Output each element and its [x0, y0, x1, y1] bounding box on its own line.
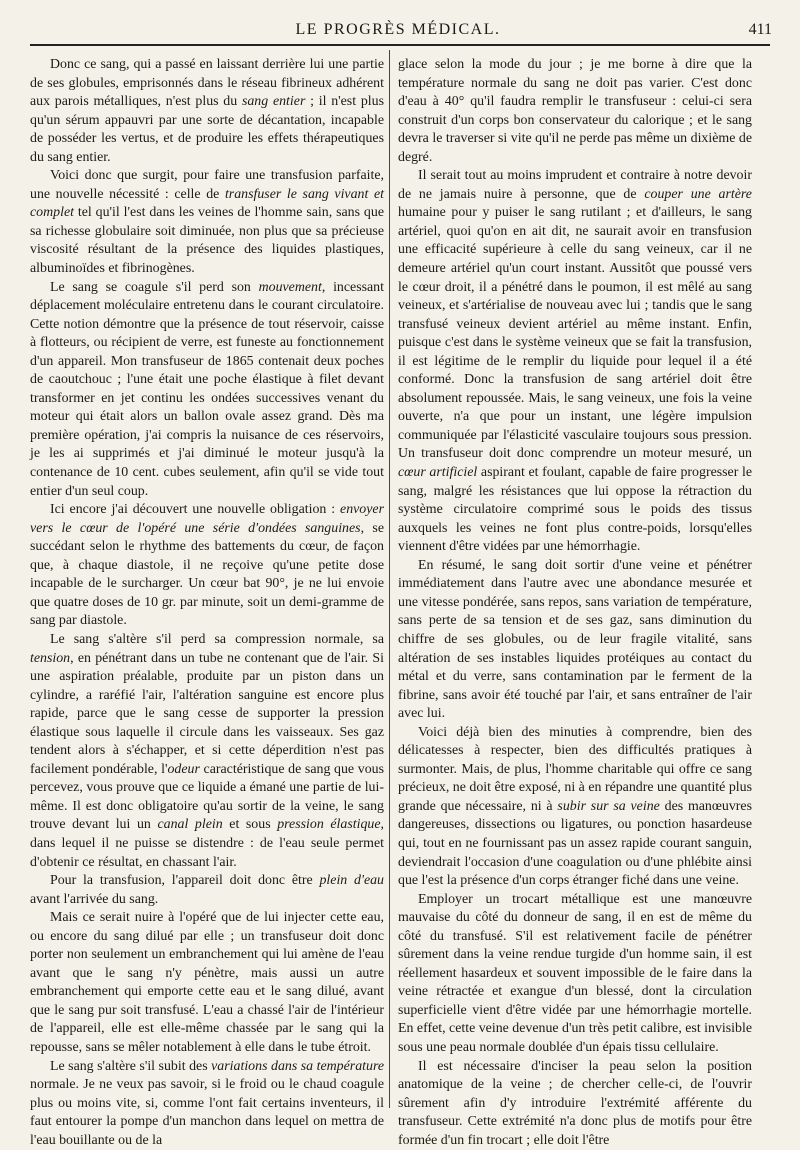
text-run: Ici encore j'ai découvert une nouvelle obligation : [50, 502, 341, 518]
text-run: Pour la transfusion, l'appareil doit donc être [50, 873, 320, 889]
header-rule [30, 44, 770, 46]
page-header [24, 18, 772, 44]
paragraph [398, 167, 752, 556]
paragraph [30, 501, 384, 631]
paragraph [398, 891, 752, 1058]
paragraph [398, 724, 752, 891]
text-run: Il serait tout au moins imprudent et contraire à notre devoir de ne jamais nuire à personne, que de [398, 168, 752, 202]
text-run: Le sang se coagule s'il perd son [50, 279, 259, 295]
italic-text: tension [30, 650, 71, 666]
italic-text: envoyer vers le cœur de l'opéré une série d'ondées sanguines [30, 502, 384, 536]
italic-text: odeur [167, 761, 200, 777]
right-column [398, 56, 753, 1148]
text-run: Voici déjà bien des minuties à comprendre, bien des délicatesses à respecter, bien des difficultés pratiques à surmonter. Mais, de plus, l'homme charitable qui offre ce sang précieux, ne doit être exposé, ni à en répandre une quantité plus grande que nécessaire, ni à [398, 724, 752, 814]
column-divider [389, 50, 390, 1108]
text-run: aspirant et foulant, capable de faire progresser le sang, malgré les résistances que lui oppose la rétraction du système circulatoire comprimé sous le poids des tissus auxquels les veines ne font plus contre-poids, lorsqu'elles viennent d'être vidées par une hémorrhagie. [398, 465, 752, 555]
text-run: , se succédant selon le rhythme des battements du cœur, de façon que, à chaque diastole, il ne reçoive qu'une petite dose incapable de le surcharger. Un cœur bat 90°, je ne lui envoie que quatre doses de 10 gr. par minute, soit un demi-gramme de sang par diastole. [30, 520, 384, 629]
paragraph [398, 557, 752, 724]
paragraph [398, 1058, 752, 1150]
text-run: En résumé, le sang doit sortir d'une veine et pénétrer immédiatement dans l'autre avec une abondance mesurée et une vitesse pondérée, sans repos, sans variation de température, sans perte de sa tension et de ses gaz, sans diminution du chiffre de ses globules, ou de leur fragile vitalité, sans altération de ses instables liquides protéiques au contact du métal et du verre, sans contamination par le ferment de la fibrine, sans avoir été touché par l'air, et sans entraîner de l'air avec lui. [398, 557, 752, 722]
text-run: ; il n'est plus qu'un sérum appauvri par une sorte de décantation, incapable de posséder les vertus, et de produire les effets thérapeutiques du sang entier. [30, 94, 384, 165]
paragraph [30, 872, 384, 909]
paragraph [30, 56, 384, 167]
text-run: Il est nécessaire d'inciser la peau selon la position anatomique de la veine ; de chercher celle-ci, de l'ouvrir sûrement afin d'y introduire l'extrémité afférente du transfuseur. Cette extrémité n'a donc plus de motifs pour être formée d'un fin trocart ; elle doit l'être [398, 1058, 752, 1148]
italic-text: sang entier [241, 94, 306, 110]
text-run: des manœuvres dangereuses, dissections ou ligatures, ou ponction hasardeuse qui, tout en ne fournissant pas un assez rapide courant sanguin, deviendrait l'occasion d'une coagulation ou d'une phlébite ainsi que l'est la présence d'un corps étranger fiché dans une veine. [398, 798, 752, 889]
italic-text: plein d'eau [319, 873, 384, 889]
page-number: 411 [748, 21, 772, 38]
italic-text: variations dans sa température [211, 1058, 384, 1074]
text-run: et sous [222, 817, 278, 833]
text-run: Mais ce serait nuire à l'opéré que de lui injecter cette eau, ou encore du sang dilué par elle ; un transfuseur doit donc porter non seulement un embranchement qui lui amène de l'eau avant que le sang n'y pénètre, mais aussi un autre embranchement qui emporte cette eau et le sang dilué, avant que le sang pur soit transfusé. L'eau a chassé l'air de l'intérieur de l'appareil, elle est elle-même chassée par le sang qui la repousse, sans se mêler notablement à elle dans le tube étroit. [30, 910, 384, 1055]
paragraph [30, 167, 384, 278]
italic-text: transfuser le sang vivant et complet [30, 186, 384, 221]
paragraph [30, 909, 384, 1057]
text-run: tel qu'il l'est dans les veines de l'homme sain, sans que sa richesse globulaire soit diminuée, non plus que sa précieuse viscosité résultant de la présence des liquides plastiques, albuminoïdes et fibrinogènes. [30, 205, 384, 277]
text-run: Le sang s'altère s'il perd sa compression normale, sa [50, 631, 384, 647]
italic-text: pression élastique [277, 817, 381, 833]
text-run: , incessant déplacement moléculaire entretenu dans le courant circulatoire. Cette notion démontre que la présence de tout réservoir, caisse à flotteurs, ou récipient de verre, est funeste au fonctionnement d'un appareil. Mon transfuseur de 1865 contenait deux poches de caoutchouc ; l'une était une poche élastique à filet devant transformer en jet continu les ondées successives venant du moteur qui était alors un ballon ovale assez grand. Dès ma première opération, j'ai compris la nuisance de ces réservoirs, je les ai supprimés et j'ai diminué le moteur jusqu'à la contenance de 10 cent. cubes seulement, afin qu'il se vide tout entier d'un seul coup. [30, 279, 384, 499]
text-run: Le sang s'altère s'il subit des [50, 1058, 212, 1074]
text-run: glace selon la mode du jour ; je me borne à dire que la température normale du sang ne doit pas varier. C'est donc d'eau à 40° qu'il faudra remplir le transfuseur : celui-ci sera construit d'un corps bon conservateur du calorique ; et le sang devra le traverser si vite qu'il ne perde pas même un dixième de degré. [398, 57, 752, 165]
italic-text: subir sur sa veine [557, 798, 660, 814]
paragraph [398, 56, 752, 167]
text-run: Voici donc que surgit, pour faire une transfusion parfaite, une nouvelle nécessité : celle de [30, 168, 384, 202]
text-run: humaine pour y puiser le sang rutilant ; et d'ailleurs, le sang artériel, quoi qu'on en ait dit, ne saurait avoir en transfusion une efficacité supérieure à celle du sang veineux, car il ne demeure artériel qu'un court instant. Aussitôt que poussé vers le cœur droit, il a pénétré dans le poumon, il est mêlé au sang veineux, et s'artérialise de nouveau avec lui ; tandis que le sang transfusé veineux devient artériel au même instant. Enfin, puisque c'est dans le système veineux que se fait la transfusion, il est légitime de le remplir du liquide pour lequel il a été conformé. Donc la transfusion de sang artériel doit être absolument repoussée. Mais, le sang veineux, une fois la veine ouverte, n'a que pour un instant, une légère impulsion communiquée par l'élasticité vasculaire toujours sous pression. Un transfuseur doit donc comprendre un moteur mesuré, un [398, 205, 752, 462]
text-run: , dans lequel il ne puisse se distendre : de l'eau seule permet d'obtenir ce résultat, en chassant l'air. [30, 817, 384, 870]
paragraph [30, 279, 384, 502]
text-run: caractéristique de sang que vous percevez, vous prouve que ce liquide a émané une partie de lui-même. Il est donc obligatoire qu'au sortir de la veine, le sang trouve devant lui un [30, 761, 384, 833]
italic-text: cœur artificiel [398, 465, 478, 481]
paragraph [30, 631, 384, 872]
text-run: normale. Je ne veux pas savoir, si le froid ou le chaud coagule plus ou moins vite, si, comme l'ont fait certains inventeurs, il faut entourer la pompe d'un manchon dans lequel on mettra de l'eau bouillante ou de la [30, 1077, 384, 1148]
text-run: Employer un trocart métallique est une manœuvre mauvaise du côté du donneur de sang, il en est de même du côté du transfusé. S'il est relativement facile de pénétrer sûrement dans la veine rendue turgide d'un homme sain, il est réellement hasardeux et souvent impossible de le faire dans la veine rétractée et exangue d'un blessé, dont la circulation superficielle vient d'être vidée par une hémorrhagie mortelle. En effet, cette veine devenue d'un très petit calibre, est invisible sous une peau normale doublée d'un épais tissu cellulaire. [398, 891, 753, 1055]
text-run: Donc ce sang, qui a passé en laissant derrière lui une partie de ses globules, emprisonnés dans le réseau fibrineux adhérent aux parois métalliques, n'est plus du [30, 57, 384, 110]
italic-text: mouvement [258, 279, 322, 295]
italic-text: couper une artère [644, 186, 752, 202]
text-run: , en pénétrant dans un tube ne contenant que de l'air. Si une aspiration préalable, produite par un piston dans un cylindre, a raréfié l'air, l'altération sanguine est encore plus rapide, parce que le sang cesse de supporter la pression élastique sous laquelle il circule dans les vaisseaux. Ses gaz tendent alors à s'échapper, et si cette déperdition n'est pas facilement pondérable, l' [30, 650, 384, 777]
journal-title: LE PROGRÈS MÉDICAL. [295, 21, 501, 38]
left-column [30, 56, 384, 1148]
italic-text: canal plein [157, 817, 223, 833]
text-run: avant l'arrivée du sang. [30, 891, 159, 907]
paragraph [30, 1058, 384, 1150]
